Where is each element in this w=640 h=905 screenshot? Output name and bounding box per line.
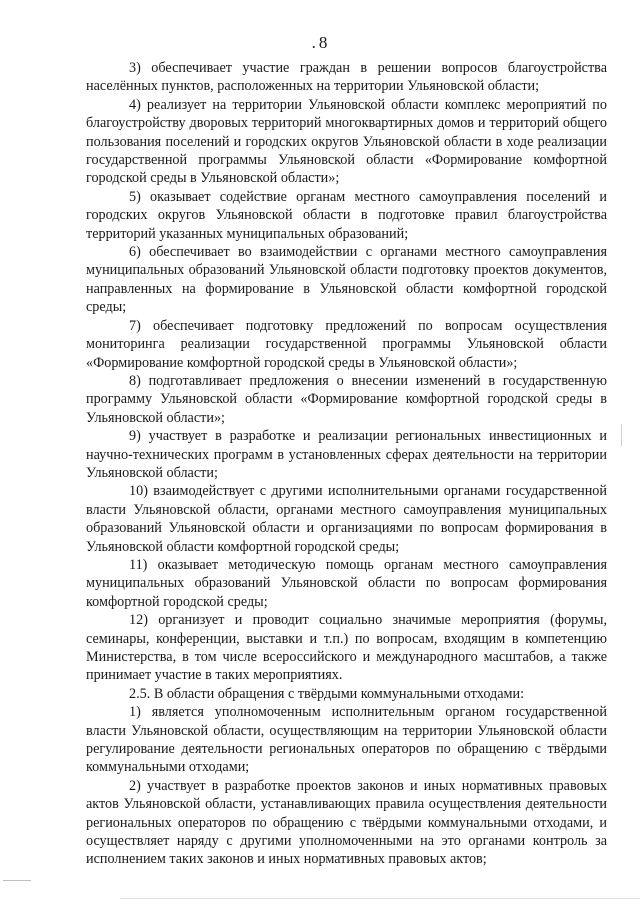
scan-artifact: [3, 880, 31, 881]
paragraph-item-6: 6) обеспечивает во взаимодействии с органами местного самоуправления муниципальных образований Ульяновской области подготовку проектов документов, направленных на формирование в Ульяновской области комфортной городской среды;: [86, 244, 607, 316]
paragraph-item-5: 5) оказывает содействие органам местного самоуправления поселений и городских округов Ульяновской области в подготовке правил благоустройства территорий указанных муниципальных образований;: [86, 188, 607, 242]
paragraph-item-9: 9) участвует в разработке и реализации региональных инвестиционных и научно-технических программ в установленных сферах деятельности на территории Ульяновской области;: [86, 428, 607, 481]
paragraph-item-2-5-2: 2) участвует в разработке проектов законов и иных нормативных правовых актов Ульяновской области, устанавливающих правила осуществления деятельности региональных операторов по обращению с твёрдыми коммунальными отходами, и осуществляет наряду с другими уполномоченными на это органами контроль за исполнением таких законов и иных нормативных правовых актов;: [86, 777, 607, 868]
paragraph-item-7: 7) обеспечивает подготовку предложений по вопросам осуществления мониторинга реализации государственной программы Ульяновской области «Формирование комфортной городской среды в Ульяновской области»;: [86, 317, 607, 371]
paragraph-item-4: 4) реализует на территории Ульяновской области комплекс мероприятий по благоустройству дворовых территорий многоквартирных домов и территорий общего пользования поселений и городских округов Ульяновской области в ходе реализации государственной программы Ульяновской области «Формирование комфортной городской среды в Ульяновской области»;: [86, 96, 607, 187]
paragraph-item-2-5-1: 1) является уполномоченным исполнительным органом государственной власти Ульяновской области, осуществляющим на территории Ульяновской области регулирование деятельности региональных операторов по обращению с твёрдыми коммунальными отходами;: [86, 704, 607, 776]
paragraph-item-3: 3) обеспечивает участие граждан в решении вопросов благоустройства населённых пунктов, расположенных на территории Ульяновской области;: [86, 60, 607, 95]
document-body: [86, 59, 607, 869]
scan-artifact: [120, 898, 640, 899]
paragraph-item-8: 8) подготавливает предложения о внесении изменений в государственную программу Ульяновской области «Формирование комфортной городской среды в Ульяновской области»;: [86, 372, 607, 426]
scan-artifact: [621, 424, 622, 446]
paragraph-item-12: 12) организует и проводит социально значимые мероприятия (форумы, семинары, конференции, выставки и т.п.) по вопросам, входящим в компетенцию Министерства, в том числе всероссийского и международного масштабов, а также принимает участие в таких мероприятиях.: [86, 612, 607, 684]
page-number-value: 8: [318, 33, 329, 52]
paragraph-item-10: 10) взаимодействует с другими исполнительными органами государственной власти Ульяновской области, органами местного самоуправления муниципальных образований Ульяновской области и организациями по вопросам формирования в Ульяновской области комфортной городской среды;: [86, 483, 607, 555]
page-number: . 8: [311, 33, 329, 52]
paragraph-item-11: 11) оказывает методическую помощь органам местного самоуправления муниципальных образований Ульяновской области по вопросам формирования комфортной городской среды;: [86, 556, 607, 610]
section-heading-2-5: 2.5. В области обращения с твёрдыми коммунальными отходами:: [129, 685, 525, 702]
